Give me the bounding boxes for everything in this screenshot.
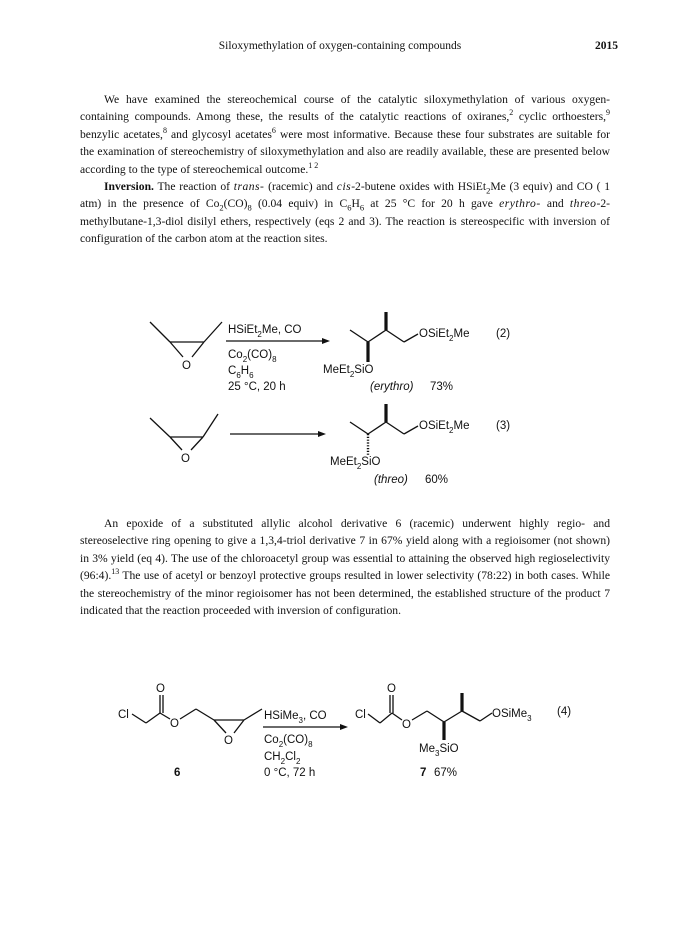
compound-7-label: 7 <box>420 767 427 779</box>
reagents-eq2 <box>226 324 330 393</box>
svg-text:MeEt2SiO: MeEt$_2$SiO <box>323 364 374 379</box>
svg-text:CH2Cl2: $CH_2Cl_2$ <box>264 751 301 766</box>
cis-epoxide-structure <box>150 414 218 465</box>
svg-text:HSiMe3, CO: HSiMe$_3$, CO <box>264 710 327 725</box>
svg-text:67%: 67% <box>434 767 458 779</box>
equation-number-2: (2) <box>496 328 511 340</box>
paragraph-intro: We have examined the stereochemical course of the catalytic siloxymethylation of various oxygen-containing compounds. Among these, the results of the catalytic reactions of oxiranes,$^2$ cyclic orthoesters,$^9$ benzylic acetates,$^8$ and glycosyl acetates$^6$ were most informative. Because these four substrates are suitable for the examination of stereochemistry of siloxymethylation and also are readily available, these are presented below according to the type of stereochemical outcome.$^{1 2}$ <box>80 93 610 176</box>
paragraph-epoxide: An epoxide of a substituted allylic alcohol derivative 6 (racemic) underwent highly regio- and stereoselective ring opening to give a 1,3,4-triol derivative 7 in 67% yield along with a regioisomer (not shown) in 3% yield (eq 4). The use of the chloroacetyl group was essential to attaining the observed high regioselectivity (96:4).$^{13}$ The use of acetyl or benzoyl protective groups resulted in lower selectivity (78:22) in both cases. While the stereochemistry of the minor regioisomer has not been determined, the established structure of the product 7 indicated that the reaction proceeded with inversion of configuration. <box>80 517 610 618</box>
svg-text:Cl: Cl <box>118 709 129 721</box>
svg-text:Co2(CO)8: $Co_2(CO)_8$ <box>228 349 277 364</box>
svg-text:(erythro): (erythro) <box>370 381 414 393</box>
reagents-eq4 <box>263 710 348 779</box>
svg-text:Me3SiO: $Me_3SiO$ <box>419 743 459 758</box>
svg-text:C6H6: $C_6H_6$ <box>228 365 254 380</box>
svg-text:Cl: Cl <box>355 709 366 721</box>
svg-text:O: O <box>387 683 396 695</box>
inversion-heading: Inversion. <box>104 180 154 194</box>
reaction-arrow-eq3 <box>230 431 326 437</box>
page-number: 2015 <box>595 40 618 52</box>
svg-text:MeEt2SiO: MeEt$_2$SiO <box>330 456 381 471</box>
compound-7-structure <box>355 683 532 779</box>
svg-text:60%: 60% <box>425 474 449 486</box>
threo-product-structure <box>330 404 469 486</box>
trans-epoxide-structure <box>150 322 222 372</box>
svg-text:OSiMe3: OSiMe$_3$ <box>492 708 532 723</box>
svg-text:OSiEt2Me: OSiEt$_2$Me <box>419 420 470 435</box>
svg-text:O: O <box>181 453 190 465</box>
svg-text:HSiEt2Me, CO: HSiEt$_2$Me, CO <box>228 324 302 339</box>
body-text-top <box>80 91 610 248</box>
running-header-title: Siloxymethylation of oxygen-containing compounds <box>218 40 462 52</box>
compound-6-label: 6 <box>174 767 181 779</box>
svg-text:O: O <box>402 719 411 731</box>
svg-text:0 °C, 72 h: 0 °C, 72 h <box>264 767 316 779</box>
svg-text:73%: 73% <box>430 381 454 393</box>
paragraph-inversion: Inversion. The reaction of trans- (racemic) and cis-2-butene oxides with HSiEt$_2$Me (3 equiv) and CO ( 1 atm) in the presence of $Co_2(CO)_8$ (0.04 equiv) in $C_6H_6$ at 25 °C for 20 h gave erythro- and threo-2-methylbutane-1,3-diol disilyl ethers, respectively (eqs 2 and 3). The reaction is stereospecific with inversion of configuration of the carbon atom at the reaction sites. <box>80 180 610 246</box>
equation-number-3: (3) <box>496 420 511 432</box>
body-text-bottom <box>80 515 610 619</box>
svg-text:O: O <box>182 360 191 372</box>
svg-text:(threo): (threo) <box>374 474 408 486</box>
svg-text:25 °C, 20 h: 25 °C, 20 h <box>228 381 286 393</box>
svg-text:O: O <box>224 735 233 747</box>
reaction-scheme-eq4 <box>0 675 680 795</box>
reaction-scheme-eq2-eq3 <box>0 300 680 500</box>
equation-number-4: (4) <box>557 706 572 718</box>
compound-6-structure <box>118 683 262 779</box>
svg-text:O: O <box>170 718 179 730</box>
svg-text:O: O <box>156 683 165 695</box>
svg-text:Co2(CO)8: $Co_2(CO)_8$ <box>264 734 313 749</box>
erythro-product-structure <box>323 312 469 393</box>
svg-text:OSiEt2Me: OSiEt$_2$Me <box>419 328 470 343</box>
